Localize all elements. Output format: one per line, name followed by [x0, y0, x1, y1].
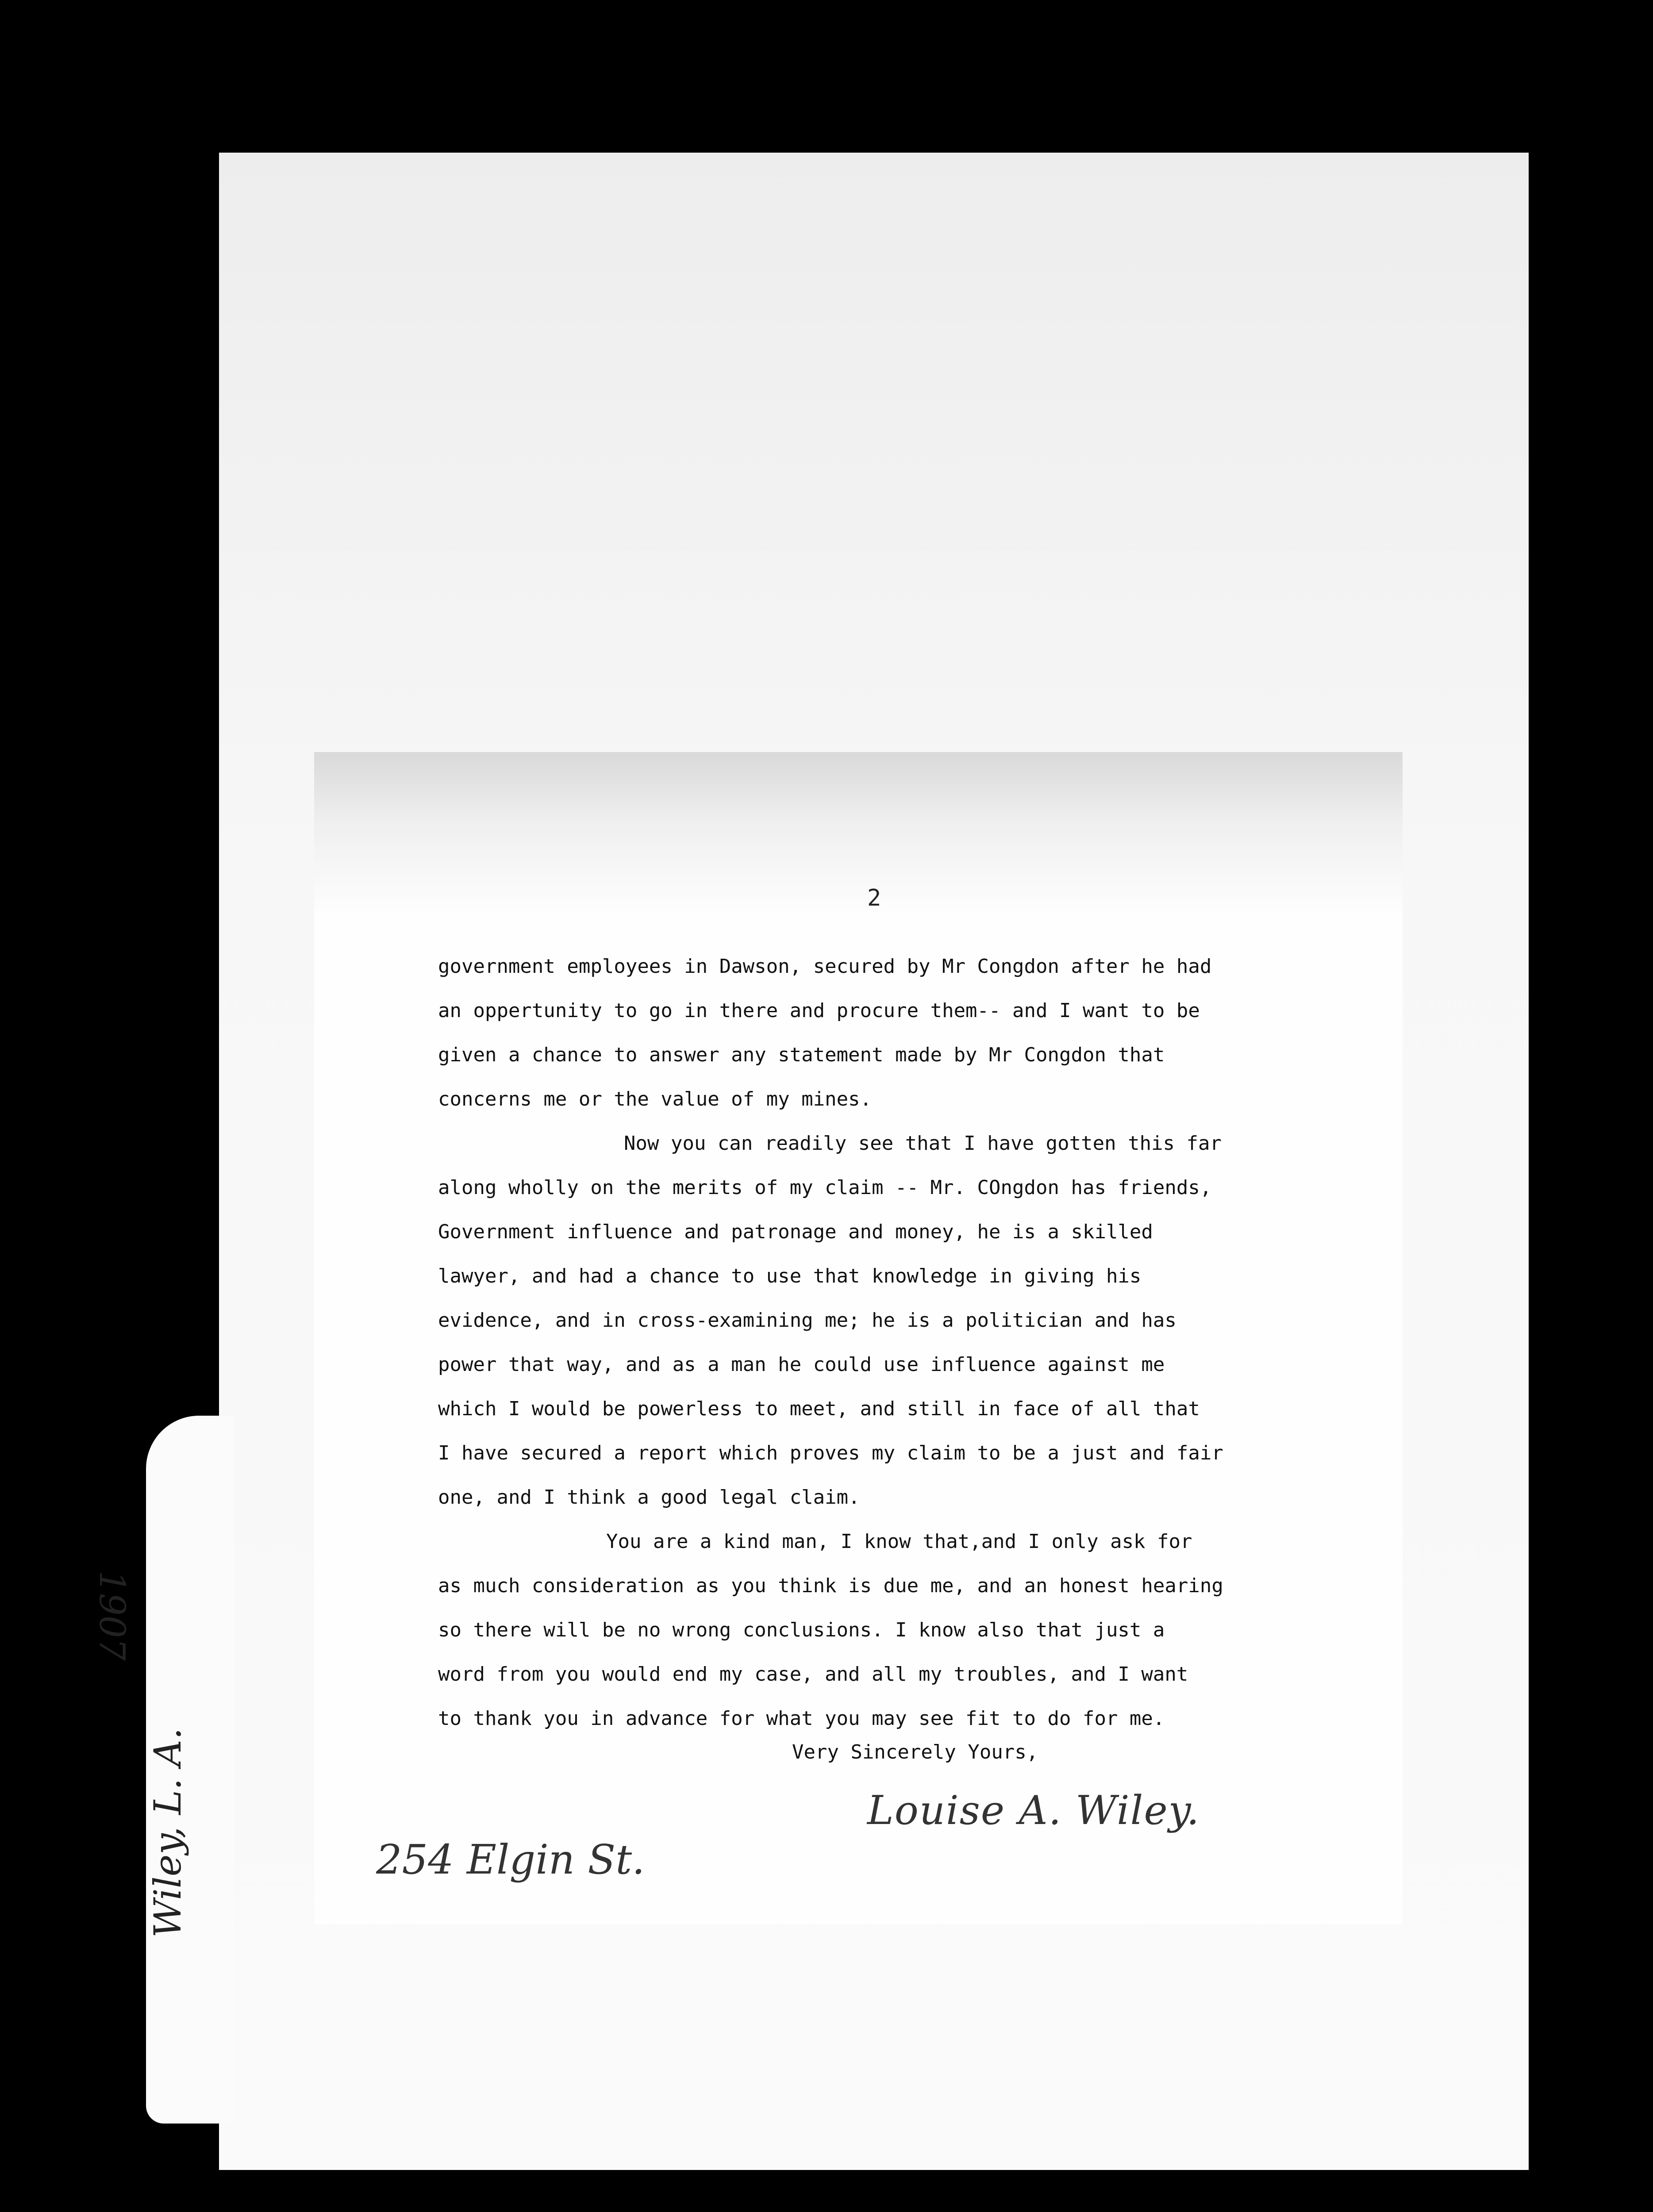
paragraph-1 [438, 945, 1341, 1121]
paragraph-3 [438, 1520, 1341, 1741]
text-line: concerns me or the value of my mines. [438, 1088, 872, 1110]
text-line: word from you would end my case, and all my troubles, and I want [438, 1663, 1188, 1686]
text-line: to thank you in advance for what you may see fit to do for me. [438, 1707, 1165, 1730]
text-line: Government influence and patronage and money, he is a skilled [438, 1221, 1153, 1243]
closing-line: Very Sincerely Yours, [792, 1741, 1038, 1763]
handwritten-signature: Louise A. Wiley. [867, 1787, 1200, 1834]
text-line: as much consideration as you think is due me, and an honest hearing [438, 1575, 1223, 1597]
text-line: given a chance to answer any statement made by Mr Congdon that [438, 1044, 1165, 1066]
text-line: Now you can readily see that I have gotten this far [624, 1132, 1222, 1155]
paragraph-2 [438, 1121, 1341, 1520]
text-line: power that way, and as a man he could use influence against me [438, 1353, 1165, 1376]
text-line: which I would be powerless to meet, and still in face of all that [438, 1398, 1200, 1420]
text-line: along wholly on the merits of my claim -- Mr. COngdon has friends, [438, 1176, 1212, 1199]
text-line: government employees in Dawson, secured by Mr Congdon after he had [438, 955, 1212, 978]
text-line: so there will be no wrong conclusions. I know also that just a [438, 1619, 1165, 1641]
text-line: I have secured a report which proves my claim to be a just and fair [438, 1442, 1223, 1464]
handwritten-address: 254 Elgin St. [376, 1836, 645, 1883]
margin-note-name: Wiley, L. A. [146, 1728, 189, 1938]
page-number: 2 [867, 885, 881, 911]
text-line: one, and I think a good legal claim. [438, 1486, 860, 1509]
text-line: evidence, and in cross-examining me; he is a politician and has [438, 1309, 1176, 1332]
text-line: You are a kind man, I know that,and I only ask for [606, 1530, 1192, 1553]
text-line: an oppertunity to go in there and procure them-- and I want to be [438, 999, 1200, 1022]
text-line: lawyer, and had a chance to use that knowledge in giving his [438, 1265, 1142, 1287]
letter-body [438, 945, 1341, 1741]
margin-note-year: 1907 [92, 1571, 133, 1661]
